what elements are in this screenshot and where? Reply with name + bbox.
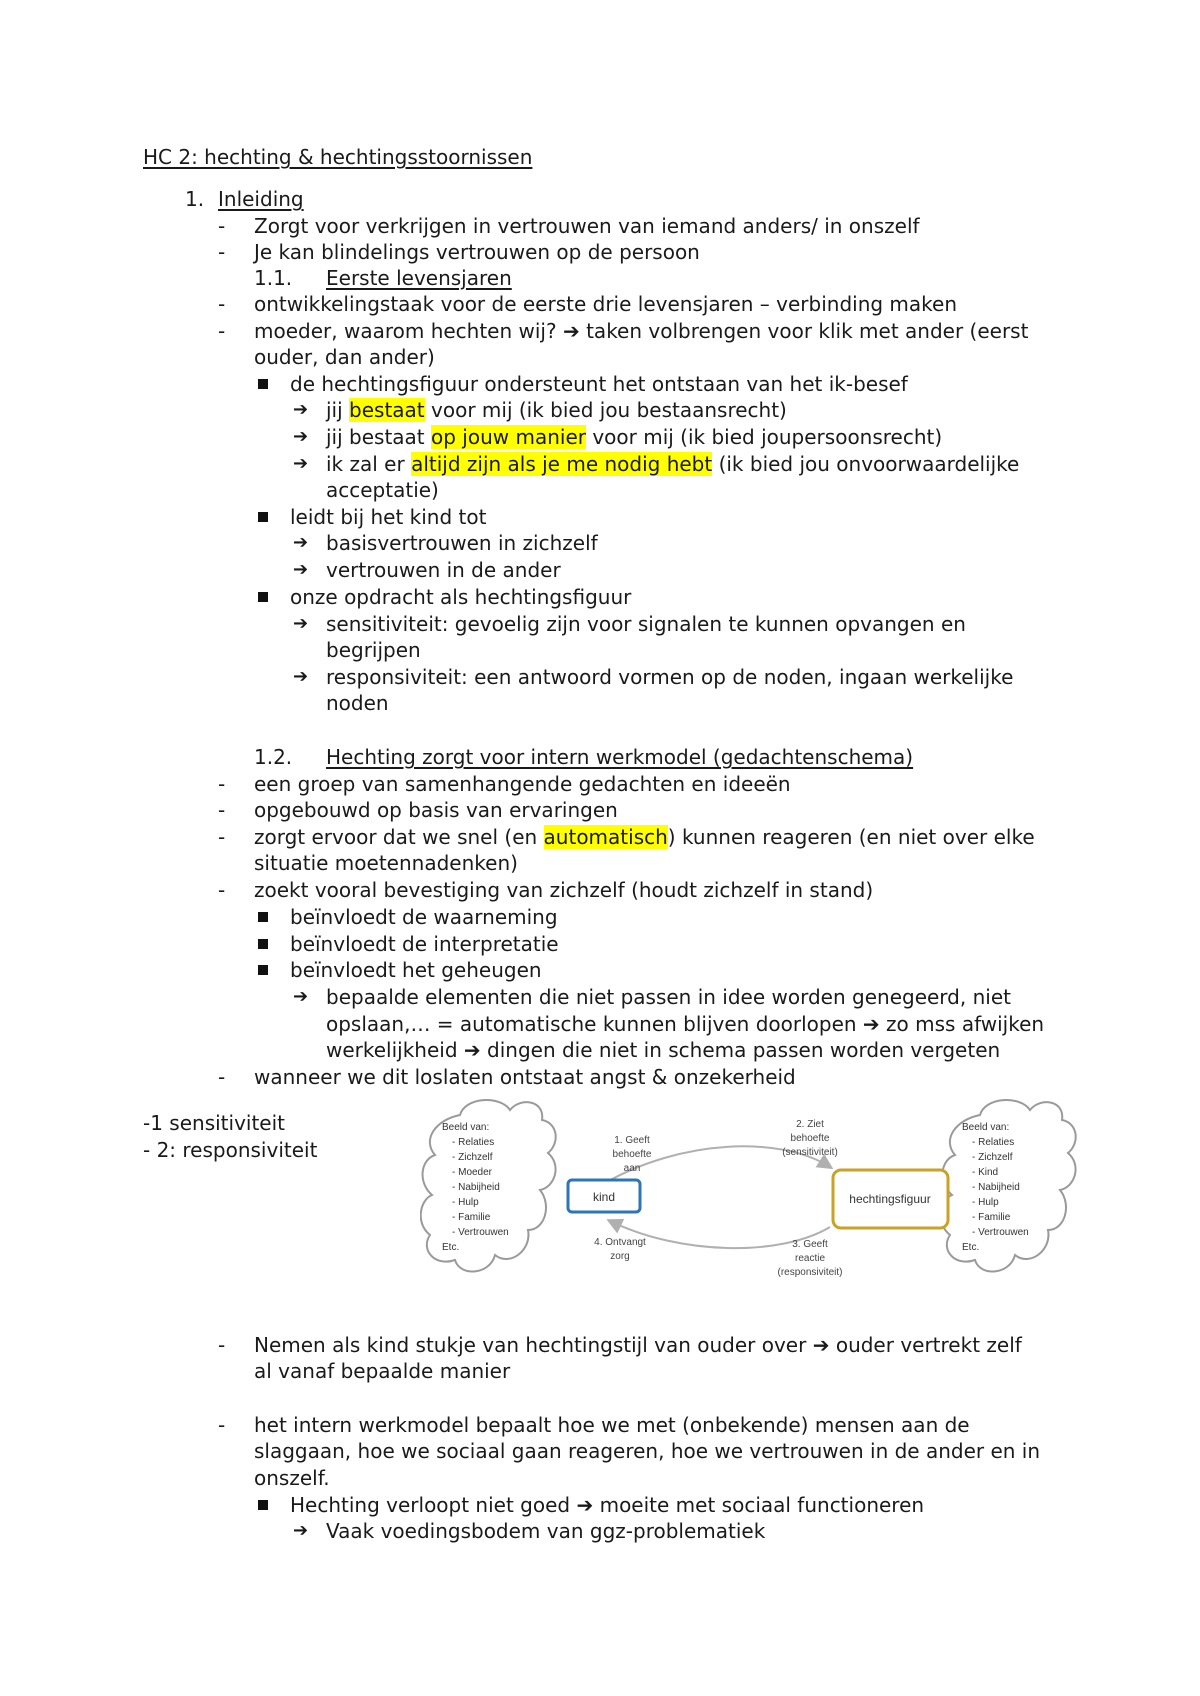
- section-heading: Inleiding: [218, 187, 304, 211]
- arrow-icon: ➔: [576, 1493, 594, 1517]
- cloud-label: - Vertrouwen: [452, 1227, 509, 1238]
- dash-bullet: -: [218, 798, 226, 822]
- square-bullet-icon: [258, 965, 268, 975]
- step-label: 2. Ziet: [796, 1119, 824, 1130]
- arrow-icon: ➔: [862, 1012, 880, 1036]
- dash-bullet: -: [218, 1065, 226, 1089]
- arrow-bullet-text: responsiviteit: een antwoord vormen op de noden, ingaan werkelijke: [326, 665, 1014, 689]
- arrow-icon: ➔: [812, 1333, 830, 1357]
- bullet-text-cont: slaggaan, hoe we sociaal gaan reageren, hoe we vertrouwen in de ander en in: [254, 1439, 1041, 1463]
- bullet-text: ontwikkelingstaak voor de eerste drie levensjaren – verbinding maken: [254, 292, 958, 316]
- bullet-text: zorgt ervoor dat we snel (en automatisch) kunnen reageren (en niet over elke: [254, 825, 1035, 849]
- bullet-text: Je kan blindelings vertrouwen op de persoon: [254, 240, 700, 264]
- bullet-text: het intern werkmodel bepaalt hoe we met (onbekende) mensen aan de: [254, 1413, 970, 1437]
- cloud-label: Etc.: [442, 1242, 460, 1253]
- arrow-bullet-text-cont: opslaan,… = automatische kunnen blijven doorlopen ➔ zo mss afwijken: [326, 1012, 1045, 1036]
- side-note: - 2: responsiviteit: [143, 1138, 318, 1162]
- arrow-icon: ➔: [293, 399, 309, 420]
- square-bullet-icon: [258, 939, 268, 949]
- square-bullet-text: beïnvloedt het geheugen: [290, 958, 542, 982]
- arrow-icon: ➔: [293, 426, 309, 447]
- cloud-label: - Nabijheid: [972, 1182, 1020, 1193]
- cloud-label: - Zichzelf: [452, 1152, 493, 1163]
- bullet-text-cont: onszelf.: [254, 1466, 330, 1490]
- side-note: -1 sensitiviteit: [143, 1111, 286, 1135]
- square-bullet-text: beïnvloedt de interpretatie: [290, 932, 559, 956]
- square-bullet-text: Hechting verloopt niet goed ➔ moeite met sociaal functioneren: [290, 1493, 925, 1517]
- square-bullet-icon: [258, 912, 268, 922]
- arrow-bullet-text: basisvertrouwen in zichzelf: [326, 531, 598, 555]
- step-label: (sensitiviteit): [782, 1147, 838, 1158]
- bullet-text: zoekt vooral bevestiging van zichzelf (houdt zichzelf in stand): [254, 878, 874, 902]
- highlight: bestaat: [349, 398, 425, 422]
- cloud-label: Beeld van:: [962, 1122, 1010, 1133]
- cloud-label: Etc.: [962, 1242, 980, 1253]
- cloud-label: - Moeder: [452, 1167, 493, 1178]
- step-label: 4. Ontvangt: [594, 1237, 646, 1248]
- highlight: automatisch: [543, 825, 668, 849]
- cloud-label: - Vertrouwen: [972, 1227, 1029, 1238]
- dash-bullet: -: [218, 1333, 226, 1357]
- step-label: 3. Geeft: [792, 1239, 828, 1250]
- dash-bullet: -: [218, 240, 226, 264]
- cloud-label: - Familie: [972, 1212, 1011, 1223]
- dash-bullet: -: [218, 825, 226, 849]
- bullet-text: Zorgt voor verkrijgen in vertrouwen van iemand anders/ in onszelf: [254, 214, 920, 238]
- step-label: 1. Geeft: [614, 1135, 650, 1146]
- step-label: reactie: [794, 1253, 826, 1264]
- step-label: behoefte: [790, 1133, 830, 1144]
- bullet-text-cont: situatie moetennadenken): [254, 851, 518, 875]
- square-bullet-text: de hechtingsfiguur ondersteunt het ontstaan van het ik-besef: [290, 372, 908, 396]
- subsection-heading: Eerste levensjaren: [326, 266, 512, 290]
- dash-bullet: -: [218, 878, 226, 902]
- cloud-label: - Hulp: [972, 1197, 999, 1208]
- arrow-bullet-text: sensitiviteit: gevoelig zijn voor signalen te kunnen opvangen en: [326, 612, 966, 636]
- bullet-text: een groep van samenhangende gedachten en ideeën: [254, 772, 791, 796]
- arrow-bullet-text: Vaak voedingsbodem van ggz-problematiek: [326, 1519, 766, 1543]
- square-bullet-icon: [258, 592, 268, 602]
- dash-bullet: -: [218, 292, 226, 316]
- cloud-label: - Kind: [972, 1167, 999, 1178]
- document-title: HC 2: hechting & hechtingsstoornissen: [143, 145, 533, 169]
- arrow-icon: ➔: [562, 319, 580, 343]
- cloud-label: - Zichzelf: [972, 1152, 1013, 1163]
- arrow-icon: ➔: [293, 453, 309, 474]
- subsection-heading: Hechting zorgt voor intern werkmodel (gedachtenschema): [326, 745, 914, 769]
- arrow-bullet-text: bepaalde elementen die niet passen in idee worden genegeerd, niet: [326, 985, 1011, 1009]
- arrow-icon: ➔: [293, 1520, 309, 1541]
- step-label: (responsiviteit): [777, 1267, 843, 1278]
- arrow-bullet-text-cont: werkelijkheid ➔ dingen die niet in schema passen worden vergeten: [326, 1038, 1001, 1062]
- bullet-text: wanneer we dit loslaten ontstaat angst & onzekerheid: [254, 1065, 796, 1089]
- dash-bullet: -: [218, 214, 226, 238]
- square-bullet-icon: [258, 512, 268, 522]
- bullet-text-cont: al vanaf bepaalde manier: [254, 1359, 511, 1383]
- step-label: behoefte: [612, 1149, 652, 1160]
- arrow-bullet-text-cont: begrijpen: [326, 638, 421, 662]
- arrow-icon: ➔: [463, 1038, 481, 1062]
- arrow-bullet-text: vertrouwen in de ander: [326, 558, 561, 582]
- square-bullet-icon: [258, 379, 268, 389]
- arrow-icon: ➔: [293, 666, 309, 687]
- arrow-icon: ➔: [293, 559, 309, 580]
- arrow-bullet-text: ik zal er altijd zijn als je me nodig hebt (ik bied jou onvoorwaardelijke: [326, 452, 1020, 476]
- dash-bullet: -: [218, 319, 226, 343]
- highlight: altijd zijn als je me nodig hebt: [411, 452, 713, 476]
- cloud-label: - Hulp: [452, 1197, 479, 1208]
- arrow-icon: ➔: [293, 613, 309, 634]
- cloud-label: - Familie: [452, 1212, 491, 1223]
- subsection-number: 1.2.: [254, 745, 293, 769]
- subsection-number: 1.1.: [254, 266, 293, 290]
- dash-bullet: -: [218, 772, 226, 796]
- kind-box-label: kind: [592, 1190, 616, 1204]
- arrow-bullet-text-cont: acceptatie): [326, 478, 439, 502]
- highlight: op jouw manier: [431, 425, 586, 449]
- cloud-label: - Relaties: [452, 1137, 495, 1148]
- hechtingsfiguur-box-label: hechtingsfiguur: [849, 1192, 931, 1206]
- cloud-label: - Relaties: [972, 1137, 1015, 1148]
- arrow-bullet-text-cont: noden: [326, 691, 389, 715]
- bullet-text: moeder, waarom hechten wij? ➔ taken volbrengen voor klik met ander (eerst: [254, 319, 1029, 343]
- square-bullet-text: beïnvloedt de waarneming: [290, 905, 558, 929]
- bullet-text-cont: ouder, dan ander): [254, 345, 435, 369]
- cloud-label: - Nabijheid: [452, 1182, 500, 1193]
- arrow-icon: ➔: [293, 986, 309, 1007]
- arrow-bullet-text: jij bestaat voor mij (ik bied jou bestaansrecht): [326, 398, 787, 422]
- arrow-icon: ➔: [293, 532, 309, 553]
- square-bullet-icon: [258, 1500, 268, 1510]
- square-bullet-text: onze opdracht als hechtingsfiguur: [290, 585, 632, 609]
- bullet-text: opgebouwd op basis van ervaringen: [254, 798, 618, 822]
- step-label: aan: [623, 1163, 641, 1174]
- step-label: zorg: [610, 1251, 630, 1262]
- attachment-diagram: [420, 1095, 1080, 1295]
- square-bullet-text: leidt bij het kind tot: [290, 505, 487, 529]
- dash-bullet: -: [218, 1413, 226, 1437]
- cloud-label: Beeld van:: [442, 1122, 490, 1133]
- section-number: 1.: [185, 187, 205, 211]
- bullet-text: Nemen als kind stukje van hechtingstijl van ouder over ➔ ouder vertrekt zelf: [254, 1333, 1022, 1357]
- arrow-bullet-text: jij bestaat op jouw manier voor mij (ik bied joupersoonsrecht): [326, 425, 943, 449]
